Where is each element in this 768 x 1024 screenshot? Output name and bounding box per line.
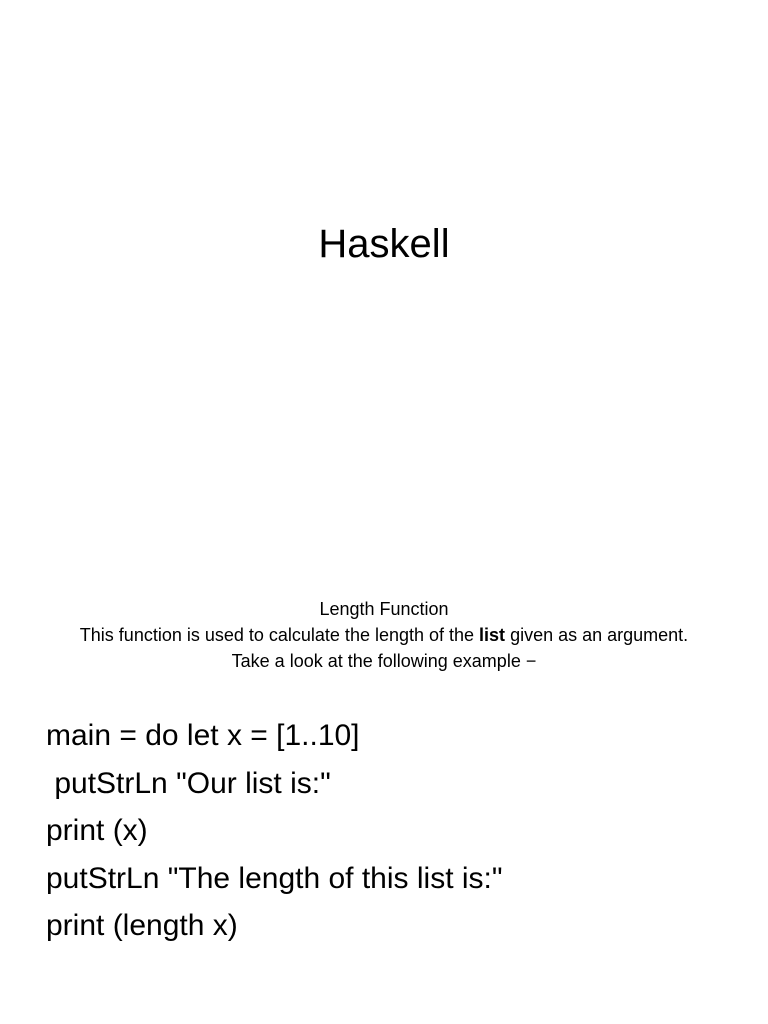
description-bold-term: list (479, 625, 506, 645)
section-heading: Length Function (319, 599, 449, 619)
example-intro: Take a look at the following example − (231, 651, 537, 671)
code-line: main = do let x = [1..10] (46, 719, 360, 752)
code-line: print (x) (46, 814, 148, 847)
code-line: putStrLn "The length of this list is:" (46, 861, 503, 895)
slide-title: Haskell (318, 222, 450, 266)
description-text-after: given as an argument. (505, 625, 689, 645)
description-line (0, 622, 768, 648)
code-line: putStrLn "Our list is:" (46, 766, 331, 800)
code-line: print (length x) (46, 909, 238, 942)
description-text-before: This function is used to calculate the length of the (79, 625, 480, 645)
code-example (46, 712, 746, 950)
description-block (0, 596, 768, 674)
